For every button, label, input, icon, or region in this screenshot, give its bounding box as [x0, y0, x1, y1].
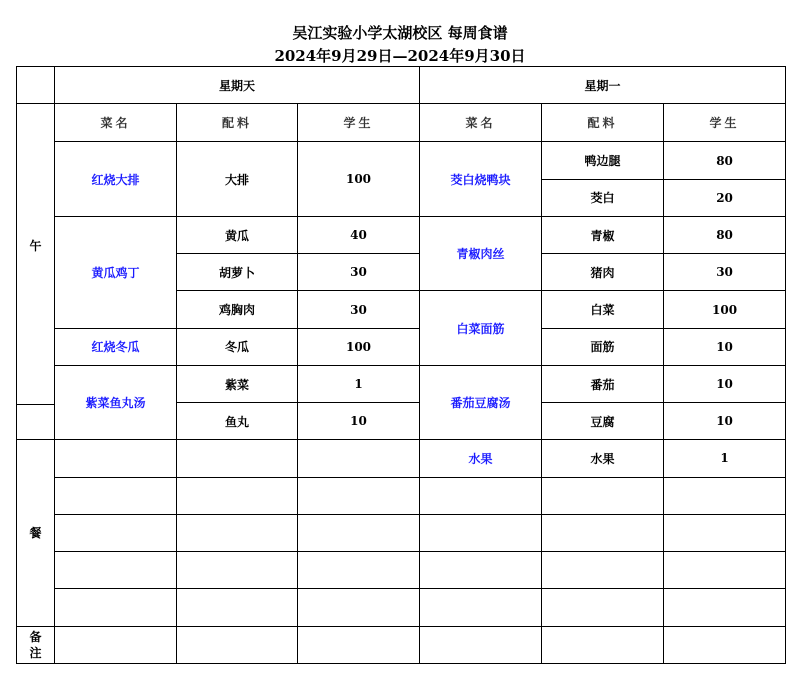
- remarks-cell: [542, 626, 664, 663]
- table-row: [17, 142, 786, 179]
- table-row: [17, 440, 786, 477]
- quantity: 1: [664, 440, 786, 477]
- quantity: 80: [664, 142, 786, 179]
- dish-name: 白菜面筋: [420, 291, 542, 365]
- ingredient: 大排: [177, 142, 298, 216]
- remarks-cell: [420, 626, 542, 663]
- day-header-row: [17, 67, 786, 104]
- quantity: 80: [664, 216, 786, 253]
- empty-cell: [55, 477, 177, 514]
- ingredient: 水果: [542, 440, 664, 477]
- dish-name: 黄瓜鸡丁: [55, 216, 177, 328]
- ingredient: 白菜: [542, 291, 664, 328]
- table-row: [17, 589, 786, 626]
- menu-table: [16, 66, 786, 664]
- quantity: 30: [664, 254, 786, 291]
- day-sunday: 星期天: [55, 67, 420, 104]
- ingredient: 鸭边腿: [542, 142, 664, 179]
- col-header-ingredient: 配料: [177, 104, 298, 142]
- empty-cell: [420, 514, 542, 551]
- quantity: 10: [664, 328, 786, 365]
- quantity: 10: [664, 403, 786, 440]
- empty-cell: [298, 552, 420, 589]
- empty-cell: [664, 514, 786, 551]
- empty-cell: [177, 552, 298, 589]
- quantity: 100: [298, 328, 420, 365]
- empty-cell: [55, 440, 177, 477]
- empty-cell: [177, 440, 298, 477]
- remarks-cell: [55, 626, 177, 663]
- empty-cell: [177, 477, 298, 514]
- empty-cell: [298, 440, 420, 477]
- col-header-ingredient: 配料: [542, 104, 664, 142]
- lunch-label-cell: [17, 104, 55, 440]
- remarks-label: 备注: [17, 626, 55, 663]
- remarks-row: [17, 626, 786, 663]
- ingredient: 鱼丸: [177, 403, 298, 440]
- remarks-cell: [177, 626, 298, 663]
- empty-cell: [55, 514, 177, 551]
- lunch-label-bottom: 餐: [17, 440, 55, 626]
- col-header-dish: 菜名: [55, 104, 177, 142]
- table-row: [17, 477, 786, 514]
- date-range: 2024年9月29日—2024年9月30日: [274, 47, 526, 65]
- empty-cell: [55, 552, 177, 589]
- quantity: 100: [664, 291, 786, 328]
- col-header-students: 学生: [664, 104, 786, 142]
- empty-cell: [298, 477, 420, 514]
- quantity: 40: [298, 216, 420, 253]
- empty-cell: [55, 589, 177, 626]
- corner-cell: [17, 67, 55, 104]
- dish-name: 红烧冬瓜: [55, 328, 177, 365]
- table-row: [17, 328, 786, 365]
- ingredient: 番茄: [542, 365, 664, 402]
- empty-cell: [664, 552, 786, 589]
- empty-cell: [177, 589, 298, 626]
- ingredient: 茭白: [542, 179, 664, 216]
- ingredient: 黄瓜: [177, 216, 298, 253]
- table-row: [17, 552, 786, 589]
- ingredient: 豆腐: [542, 403, 664, 440]
- quantity: 30: [298, 291, 420, 328]
- ingredient: 紫菜: [177, 365, 298, 402]
- page-title: 吴江实验小学太湖校区 每周食谱: [292, 24, 508, 42]
- empty-cell: [298, 589, 420, 626]
- remarks-cell: [298, 626, 420, 663]
- lunch-label-top: 午: [29, 239, 42, 254]
- empty-cell: [177, 514, 298, 551]
- ingredient: 面筋: [542, 328, 664, 365]
- col-header-students: 学生: [298, 104, 420, 142]
- table-row: [17, 216, 786, 253]
- dish-name: 红烧大排: [55, 142, 177, 216]
- dish-name: 水果: [420, 440, 542, 477]
- quantity: 10: [298, 403, 420, 440]
- dish-name: 青椒肉丝: [420, 216, 542, 290]
- remarks-cell: [664, 626, 786, 663]
- quantity: 1: [298, 365, 420, 402]
- empty-cell: [542, 552, 664, 589]
- ingredient: 鸡胸肉: [177, 291, 298, 328]
- empty-cell: [420, 552, 542, 589]
- empty-cell: [542, 589, 664, 626]
- dish-name: 茭白烧鸭块: [420, 142, 542, 216]
- dish-name: 紫菜鱼丸汤: [55, 365, 177, 439]
- column-header-row: [17, 104, 786, 142]
- day-monday: 星期一: [420, 67, 786, 104]
- lunch-divider: [17, 404, 54, 405]
- ingredient: 青椒: [542, 216, 664, 253]
- quantity: 10: [664, 365, 786, 402]
- quantity: 30: [298, 254, 420, 291]
- empty-cell: [542, 477, 664, 514]
- quantity: 20: [664, 179, 786, 216]
- empty-cell: [664, 477, 786, 514]
- empty-cell: [542, 514, 664, 551]
- empty-cell: [420, 589, 542, 626]
- empty-cell: [298, 514, 420, 551]
- ingredient: 猪肉: [542, 254, 664, 291]
- quantity: 100: [298, 142, 420, 216]
- ingredient: 胡萝卜: [177, 254, 298, 291]
- ingredient: 冬瓜: [177, 328, 298, 365]
- col-header-dish: 菜名: [420, 104, 542, 142]
- empty-cell: [420, 477, 542, 514]
- table-row: [17, 514, 786, 551]
- table-row: [17, 365, 786, 402]
- dish-name: 番茄豆腐汤: [420, 365, 542, 439]
- empty-cell: [664, 589, 786, 626]
